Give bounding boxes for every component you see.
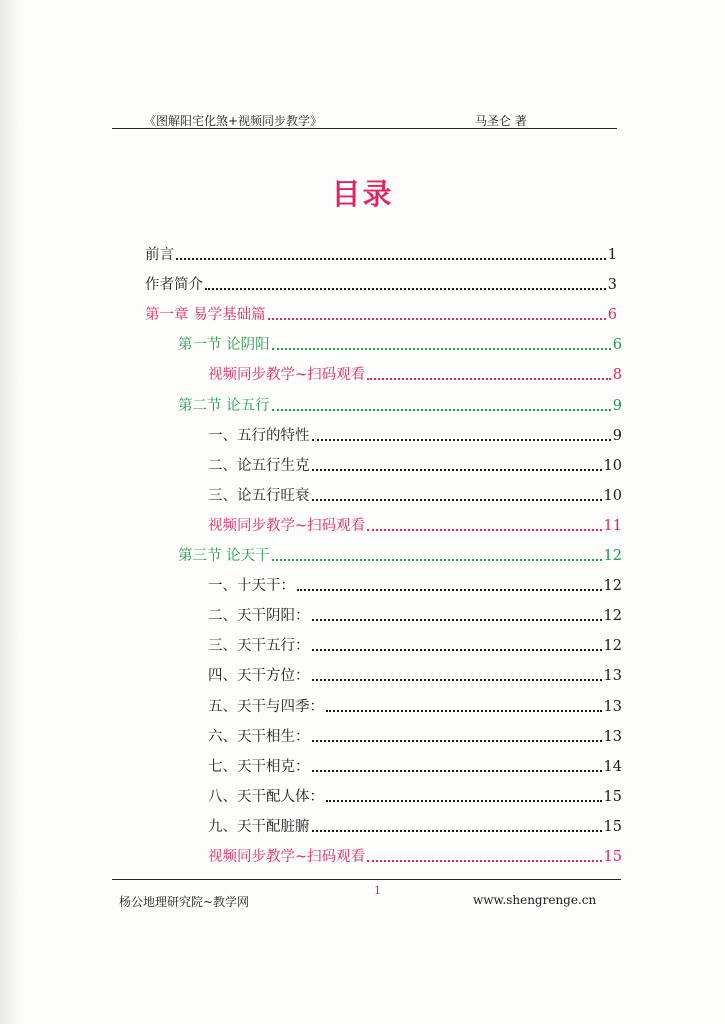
toc-entry-page: 8	[612, 367, 622, 383]
toc-entry-label: 三、论五行旺衰	[208, 488, 310, 504]
toc-entry[interactable]	[208, 752, 622, 776]
toc-entry-label: 八、天干配人体：	[208, 789, 324, 805]
toc-entry[interactable]	[208, 481, 622, 505]
toc-entry[interactable]	[208, 571, 622, 595]
toc-leader-dots	[272, 409, 611, 411]
toc-entry-page: 6	[607, 307, 617, 323]
toc-leader-dots	[312, 619, 602, 621]
footer-website: www.shengrenge.cn	[473, 893, 597, 907]
footer-divider	[112, 879, 621, 880]
toc-entry[interactable]	[178, 330, 622, 354]
toc-entry[interactable]	[208, 782, 622, 806]
toc-leader-dots	[367, 378, 611, 380]
toc-entry-label: 七、天干相克：	[208, 759, 310, 775]
toc-leader-dots	[272, 348, 611, 350]
toc-entry-label: 九、天干配脏腑	[208, 819, 310, 835]
toc-entry-label: 作者简介	[145, 277, 203, 293]
toc-entry-label: 六、天干相生：	[208, 729, 310, 745]
toc-entry-page: 12	[603, 608, 622, 624]
page-title: 目录	[331, 177, 394, 211]
toc-entry-page: 12	[603, 578, 622, 594]
toc-leader-dots	[312, 469, 602, 471]
toc-entry-page: 10	[603, 488, 622, 504]
toc-leader-dots	[312, 679, 602, 681]
toc-leader-dots	[312, 439, 611, 441]
toc-leader-dots	[312, 649, 602, 651]
toc-entry-page: 12	[603, 638, 622, 654]
toc-entry[interactable]	[145, 300, 617, 324]
page-header	[112, 110, 617, 129]
toc-entry-label: 第三节 论天干	[178, 548, 270, 564]
toc-leader-dots	[326, 800, 602, 802]
toc-entry[interactable]	[208, 451, 622, 475]
toc-entry-label: 第二节 论五行	[178, 398, 270, 414]
toc-leader-dots	[326, 710, 602, 712]
toc-entry-page: 13	[603, 699, 622, 715]
toc-entry-label: 三、天干五行：	[208, 638, 310, 654]
toc-entry-page: 15	[603, 849, 622, 865]
toc-entry-label: 视频同步教学~扫码观看	[208, 849, 366, 865]
scan-edge	[0, 0, 22, 1024]
toc-leader-dots	[312, 770, 602, 772]
toc-entry-label: 前言	[145, 247, 174, 263]
toc-leader-dots	[312, 740, 602, 742]
toc-entry-page: 11	[603, 518, 622, 534]
toc-entry-label: 五、天干与四季：	[208, 699, 324, 715]
toc-entry-label: 二、论五行生克	[208, 458, 310, 474]
toc-entry[interactable]	[208, 812, 622, 836]
toc-entry-page: 15	[603, 789, 622, 805]
toc-entry[interactable]	[208, 661, 622, 685]
toc-entry-page: 14	[603, 759, 622, 775]
toc-entry[interactable]	[208, 511, 622, 535]
toc-entry[interactable]	[178, 541, 622, 565]
toc-entry-page: 12	[603, 548, 622, 564]
toc-entry-page: 10	[603, 458, 622, 474]
toc-entry-label: 二、天干阴阳：	[208, 608, 310, 624]
header-author: 马圣仑 著	[475, 114, 527, 128]
toc-leader-dots	[268, 318, 606, 320]
header-book-title: 《图解阳宅化煞+视频同步教学》	[144, 114, 323, 128]
toc-entry-page: 9	[612, 428, 622, 444]
toc-entry[interactable]	[145, 270, 617, 294]
footer-page-number: 1	[374, 884, 381, 897]
toc-entry[interactable]	[208, 692, 622, 716]
toc-entry-page: 13	[603, 668, 622, 684]
toc-entry-label: 一、五行的特性	[208, 428, 310, 444]
toc-leader-dots	[312, 499, 602, 501]
toc-leader-dots	[367, 529, 601, 531]
footer-site-name: 杨公地理研究院~教学网	[119, 895, 250, 909]
toc-entry-label: 视频同步教学~扫码观看	[208, 367, 366, 383]
toc-entry[interactable]	[208, 360, 622, 384]
toc-leader-dots	[297, 589, 602, 591]
toc-entry-page: 13	[603, 729, 622, 745]
toc-entry-label: 一、十天干：	[208, 578, 295, 594]
toc-entry[interactable]	[178, 391, 622, 415]
toc-entry[interactable]	[208, 722, 622, 746]
toc-leader-dots	[272, 559, 602, 561]
toc-entry[interactable]	[208, 421, 622, 445]
toc-entry-label: 视频同步教学~扫码观看	[208, 518, 366, 534]
toc-entry[interactable]	[145, 240, 617, 264]
toc-entry-label: 第一节 论阴阳	[178, 337, 270, 353]
toc-entry[interactable]	[208, 842, 622, 866]
toc-entry-label: 第一章 易学基础篇	[145, 307, 266, 323]
toc-entry-label: 四、天干方位：	[208, 668, 310, 684]
toc-leader-dots	[176, 258, 606, 260]
toc-entry-page: 9	[612, 398, 622, 414]
toc-entry[interactable]	[208, 601, 622, 625]
toc-leader-dots	[367, 860, 601, 862]
toc-entry-page: 15	[603, 819, 622, 835]
toc-entry-page: 3	[607, 277, 617, 293]
toc-leader-dots	[205, 288, 606, 290]
toc-entry[interactable]	[208, 631, 622, 655]
toc-entry-page: 6	[612, 337, 622, 353]
toc-entry-page: 1	[607, 247, 617, 263]
toc-leader-dots	[312, 830, 602, 832]
